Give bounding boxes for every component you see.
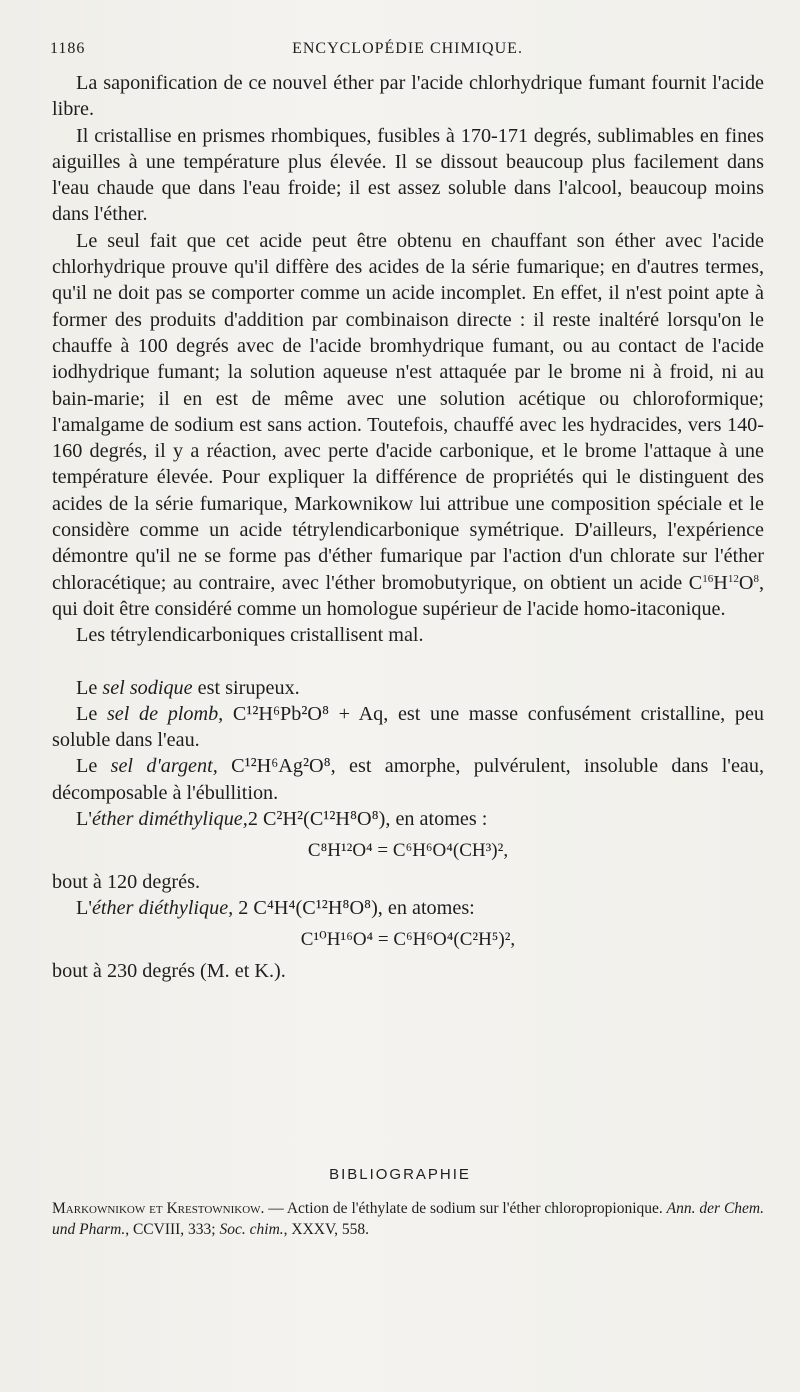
formula-o: O: [738, 571, 754, 594]
paragraph-text: , qui doit être considéré comme un homologue supérieur de l'acide homo-itaconique.: [52, 571, 764, 620]
diethyl-ether-paragraph: [52, 895, 764, 921]
journal-name: Ann. der Chem. und Pharm.: [52, 1200, 764, 1238]
paragraph-text: Le seul fait que cet acide peut être obtenu en chauffant son éther avec l'acide chlorhydrique prouve qu'il diffère des acides de la série fumarique; en d'autres termes, qu'il ne doit pas se comporter comme un acide incomplet. En effet, il n'est point apte à former des produits d'addition par combinaison directe : il reste inaltéré lorsqu'on le chauffe à 100 degrés avec de l'acide bromhydrique fumant, ou au contact de l'acide iodhydrique fumant; la solution aqueuse n'est attaquée par le brome ni à froid, ni au bain-marie; il en est de même avec une solution acétique ou chloroformique; l'amalgame de sodium est sans action. Toutefois, chauffé avec les hydracides, vers 140-160 degrés, il y a réaction, avec perte d'acide carbonique, et le brome l'attaque à une température élevée. Pour expliquer la différence de propriétés qui le distinguent des acides de la série fumarique, Markownikow lui attribue une composition spéciale et le considère comme un acide tétrylendicarbonique symétrique. D'ailleurs, l'expérience démontre qu'il ne se forme pas d'éther fumarique par l'action d'un chlorate sur l'éther chloracétique; au contraire, avec l'éther bromobutyrique, on obtient un acide: [52, 229, 764, 594]
text: L': [76, 808, 92, 831]
formula: C¹²H⁶Ag²O⁸,: [217, 755, 336, 778]
page-number: 1186: [50, 40, 86, 57]
text: est une masse confusément cristalline, peu soluble dans l'eau.: [52, 702, 764, 752]
ether-name: éther diméthylique,: [91, 808, 248, 831]
salt-name: sel de plomb,: [106, 702, 224, 725]
formula-o-sub: 8: [753, 572, 759, 585]
text: L': [76, 896, 92, 919]
journal-name: Soc. chim.: [219, 1221, 284, 1238]
formula-c-sub: 16: [702, 572, 714, 585]
formula: C¹²H⁶Pb²O⁸ + Aq,: [223, 702, 389, 725]
formula-c: C: [688, 571, 703, 594]
boiling-point: bout à 230 degrés (M. et K.).: [52, 959, 286, 982]
silver-salt-paragraph: [52, 753, 764, 806]
ether-name: éther diéthylique,: [91, 896, 234, 919]
formula-h: H: [713, 571, 728, 594]
page-header: [50, 40, 765, 66]
bibliography-text: — Action de l'éthylate de sodium sur l'éther chloropropionique.: [264, 1200, 667, 1217]
formula-h-sub: 12: [727, 572, 739, 585]
paragraph: [52, 228, 764, 622]
text: Le: [76, 676, 103, 699]
paragraph: La saponification de ce nouvel éther par l'acide chlorhydrique fumant fournit l'acide libre.: [52, 72, 764, 121]
reference: , XXXV, 558.: [283, 1221, 370, 1238]
boiling-point: bout à 120 degrés.: [52, 870, 201, 893]
reference: , CCVIII, 333;: [125, 1221, 220, 1238]
text: en atomes :: [390, 808, 488, 831]
formula-line: C⁸H¹²O⁴ = C⁶H⁶O⁴(CH³)²,: [307, 840, 509, 862]
formula: 2 C²H²(C¹²H⁸O⁸),: [247, 808, 391, 831]
salt-name: sel d'argent,: [110, 755, 218, 778]
paragraph: Il cristallise en prismes rhombiques, fusibles à 170-171 degrés, sublimables en fines aiguilles à une température plus élevée. Il se dissout beaucoup plus facilement dans l'eau chaude que dans l'eau froide; il est assez soluble dans l'alcool, beaucoup moins dans l'éther.: [52, 124, 764, 226]
text: Le: [76, 755, 111, 778]
main-text: [52, 70, 764, 984]
dimethyl-ether-paragraph: [52, 806, 764, 832]
text: en atomes:: [382, 896, 475, 919]
formula: 2 C⁴H⁴(C¹²H⁸O⁸),: [233, 896, 383, 919]
text: est sirupeux.: [192, 676, 300, 699]
bibliography-entry: [52, 1198, 764, 1240]
bibliography-authors: Markownikow et Krestownikow.: [52, 1200, 265, 1217]
bibliography-title: BIBLIOGRAPHIE: [329, 1166, 471, 1183]
paragraph: Les tétrylendicarboniques cristallisent mal.: [76, 624, 424, 647]
formula-line: C¹⁰H¹⁶O⁴ = C⁶H⁶O⁴(C²H⁵)²,: [300, 929, 516, 951]
text: Le: [76, 702, 107, 725]
text: est amorphe, pulvérulent, insoluble dans l'eau, décomposable à l'ébullition.: [52, 755, 765, 804]
sodium-salt-paragraph: [52, 675, 764, 701]
running-title: ENCYCLOPÉDIE CHIMIQUE.: [292, 40, 523, 57]
lead-salt-paragraph: [52, 701, 764, 754]
salt-name: sel sodique: [102, 676, 193, 699]
